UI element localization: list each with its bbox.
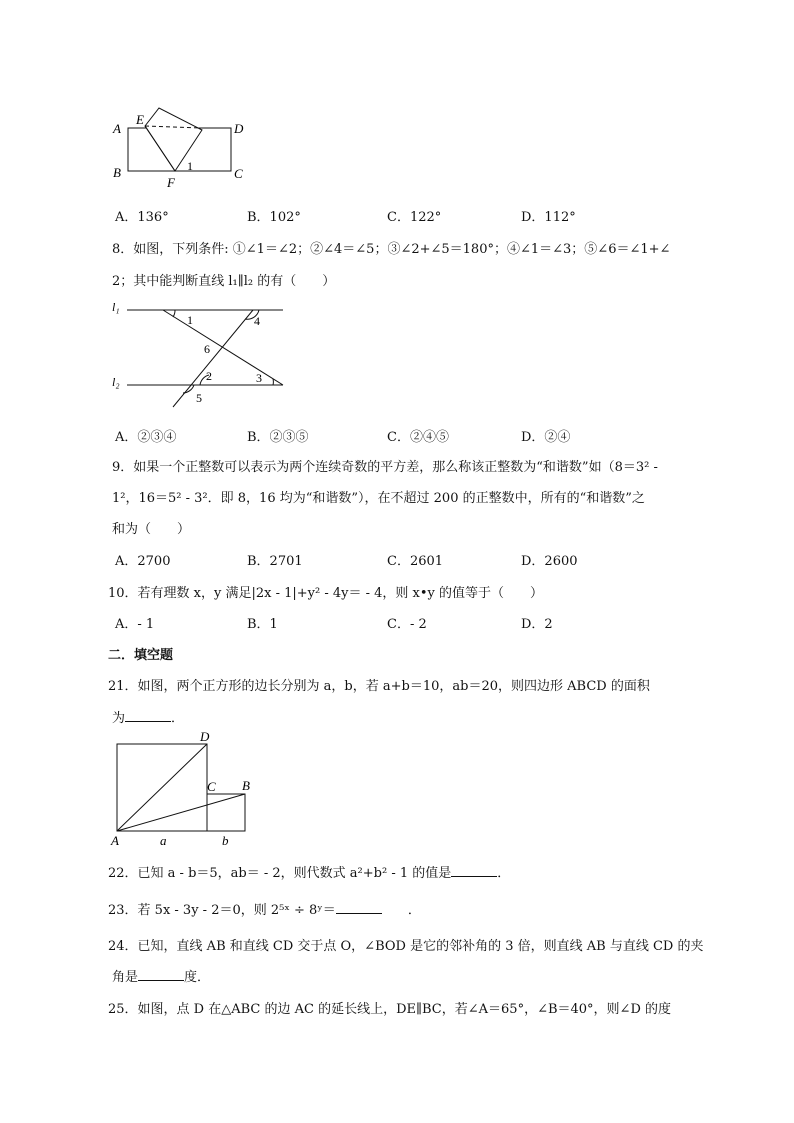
label-d: D <box>234 121 244 136</box>
label-b: B <box>113 165 121 180</box>
q10-option-d[interactable]: D．2 <box>521 617 553 632</box>
label-f: F <box>167 175 175 190</box>
q7-options <box>115 206 735 224</box>
q10-option-c[interactable]: C．- 2 <box>387 617 427 632</box>
angle-arc-1 <box>173 310 175 317</box>
q7-option-d[interactable]: D．112° <box>521 210 576 225</box>
q9-text-line3: 和为（ ） <box>112 522 191 537</box>
label-angle-4: 4 <box>254 314 260 328</box>
q9-option-a[interactable]: A．2700 <box>115 554 171 569</box>
transversal-1 <box>163 310 283 385</box>
q8-options <box>115 426 735 444</box>
label-a: A <box>113 121 121 136</box>
label-l2: l₂ <box>112 375 120 389</box>
q24-text-line2 <box>112 966 210 985</box>
section-title: 二．填空题 <box>108 648 174 663</box>
label-a: A <box>111 833 119 848</box>
q10-options <box>115 613 735 631</box>
q9-options <box>115 550 735 568</box>
q8-option-d[interactable]: D．②④ <box>521 430 571 445</box>
label-side-b: b <box>222 833 229 848</box>
q8-option-a[interactable]: A．②③④ <box>115 430 177 445</box>
angle-arc-5 <box>183 385 194 393</box>
q22-end: ． <box>497 866 511 881</box>
q7-option-a[interactable]: A．136° <box>115 210 169 225</box>
q23-lead: 23．若 5x - 3y - 2＝0，则 2⁵ˣ ÷ 8ʸ＝ <box>108 903 336 918</box>
q7-option-b[interactable]: B．102° <box>247 210 301 225</box>
q10-option-b[interactable]: B．1 <box>247 617 278 632</box>
q7-option-c[interactable]: C．122° <box>387 210 442 225</box>
q21-line2-end: ． <box>171 711 185 726</box>
q9-option-b[interactable]: B．2701 <box>247 554 303 569</box>
q24-line2-lead: 角是 <box>112 970 139 985</box>
q9-option-d[interactable]: D．2600 <box>521 554 578 569</box>
label-c: C <box>207 779 216 794</box>
q21-figure <box>105 728 265 850</box>
q8-option-c[interactable]: C．②④⑤ <box>387 430 449 445</box>
q22-text <box>108 862 510 881</box>
q10-text-line1: 10．若有理数 x，y 满足|2x - 1|+y² - 4y＝ - 4，则 x•y 的值等于（ ） <box>108 586 544 601</box>
q23-end: ． <box>407 903 421 918</box>
q23-answer-blank[interactable] <box>336 901 382 914</box>
q9-text-line2: 1²，16＝5² - 3²．即 8，16 均为“和谐数”），在不超过 200 的正整数中，所有的“和谐数”之 <box>112 491 645 506</box>
label-side-a: a <box>160 833 167 848</box>
q8-figure <box>105 295 305 410</box>
q9-option-c[interactable]: C．2601 <box>387 554 444 569</box>
q8-text-line2: 2；其中能判断直线 l₁∥l₂ 的有（ ） <box>112 274 336 289</box>
q21-text-line2 <box>112 707 184 726</box>
q23-text <box>108 899 421 918</box>
q22-answer-blank[interactable] <box>451 864 497 877</box>
q9-text-line1: 9．如果一个正整数可以表示为两个连续奇数的平方差，那么称该正整数为“和谐数”如（8＝3² - <box>112 460 658 475</box>
label-d: D <box>200 729 210 744</box>
q24-line2-end: 度． <box>184 970 211 985</box>
label-angle-1: 1 <box>187 313 193 327</box>
q21-text-line1: 21．如图，两个正方形的边长分别为 a，b，若 a+b＝10，ab＝20，则四边形 ABCD 的面积 <box>108 679 650 694</box>
q22-lead: 22．已知 a - b＝5，ab＝ - 2，则代数式 a²+b² - 1 的值是 <box>108 866 452 881</box>
label-angle-6: 6 <box>204 342 210 356</box>
label-l1: l₁ <box>112 300 120 314</box>
q21-answer-blank[interactable] <box>125 709 171 722</box>
q8-text-line1: 8．如图，下列条件: ①∠1＝∠2；②∠4＝∠5；③∠2+∠5＝180°；④∠1＝∠3；⑤∠6＝∠1+∠ <box>112 242 671 257</box>
q10-option-a[interactable]: A．- 1 <box>115 617 155 632</box>
label-c: C <box>234 166 243 181</box>
label-e: E <box>136 112 144 127</box>
q25-text-line1: 25．如图，点 D 在△ABC 的边 AC 的延长线上，DE∥BC，若∠A＝65°，∠B＝40°，则∠D 的度 <box>108 1002 672 1017</box>
q8-option-b[interactable]: B．②③⑤ <box>247 430 309 445</box>
q7-figure <box>105 100 265 192</box>
label-angle-1: 1 <box>187 159 193 173</box>
label-angle-5: 5 <box>196 391 202 405</box>
q24-answer-blank[interactable] <box>138 968 184 981</box>
label-angle-2: 2 <box>206 369 212 383</box>
label-b: B <box>242 778 250 793</box>
q21-line2-lead: 为 <box>112 711 126 726</box>
q24-text-line1: 24．已知，直线 AB 和直线 CD 交于点 O，∠BOD 是它的邻补角的 3 倍，则直线 AB 与直线 CD 的夹 <box>108 939 704 954</box>
label-angle-3: 3 <box>256 371 262 385</box>
